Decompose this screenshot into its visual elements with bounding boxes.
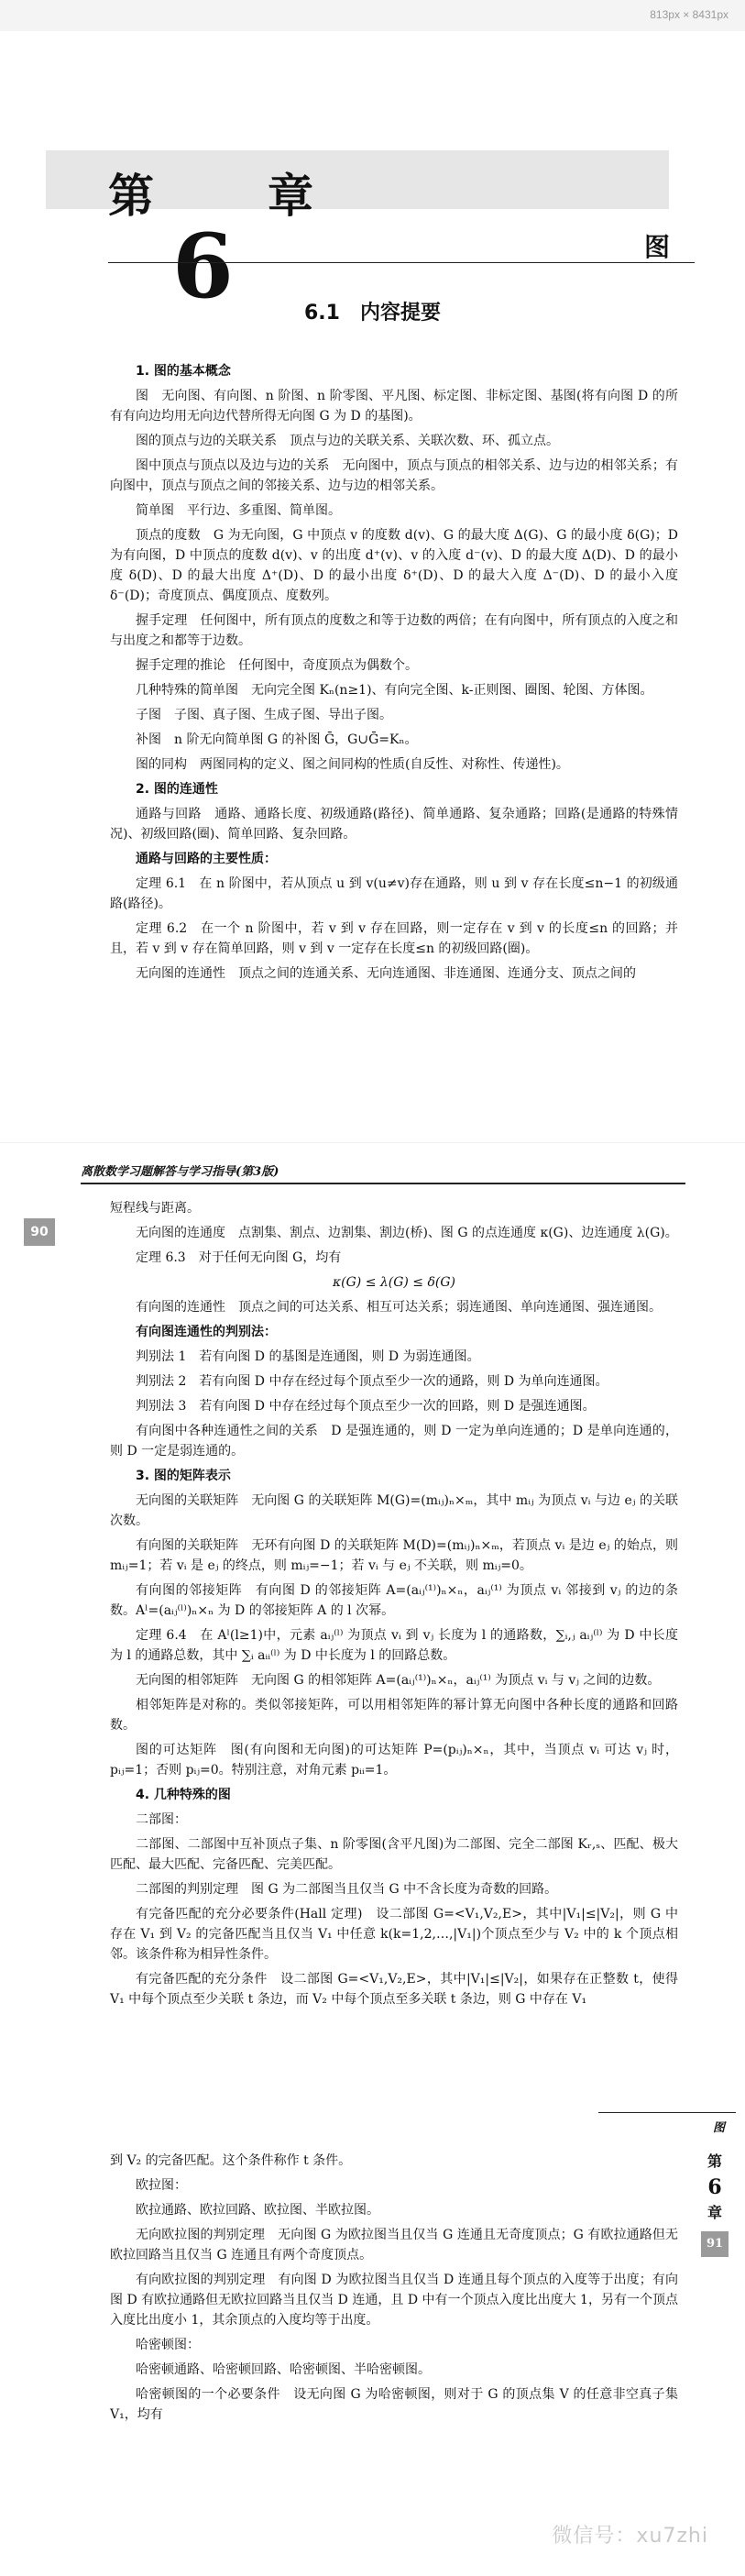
paragraph: 相邻矩阵是对称的。类似邻接矩阵，可以用相邻矩阵的幂计算无向图中各种长度的通路和回路数。 (110, 1698, 678, 1733)
section-heading: 1. 图的基本概念 (136, 364, 231, 379)
paragraph: 欧拉通路、欧拉回路、欧拉图、半欧拉图。 (136, 2203, 379, 2218)
paragraph: 定理 6.2 在一个 n 阶图中，若 v 到 v 存在回路，则一定存在 v 到 v 的长度≤n 的回路；并且，若 v 到 v 存在简单回路，则 v 到 v 一定存在长度≤n 的初级回路(圈)。 (110, 921, 678, 956)
page-1 (0, 31, 745, 1142)
paragraph: 定理 6.3 对于任何无向图 G，均有 (136, 1250, 342, 1265)
side-tag: 图 (712, 2121, 725, 2135)
section-heading: 有向图连通性的判别法： (136, 1325, 277, 1339)
paragraph: 欧拉图： (136, 2178, 187, 2193)
chapter-label-first: 第 (108, 170, 158, 223)
paragraph: 二部图： (136, 1812, 187, 1827)
page-2-body (110, 1198, 678, 2014)
paragraph: 有完备匹配的充分必要条件(Hall 定理) 设二部图 G=<V₁,V₂,E>，其中|V₁|≤|V₂|，则 G 中存在 V₁ 到 V₂ 的完备匹配当且仅当 V₁ 中任意 k(k=1,2,…,|V₁|)个顶点至少与 V₂ 中的 k 个顶点相邻。该条件称为相异性条件。 (110, 1907, 678, 1962)
paragraph: 图 无向图、有向图、n 阶图、n 阶零图、平凡图、标定图、非标定图、基图(将有向图 D 的所有有向边均用无向边代替所得无向图 G 为 D 的基图)。 (110, 389, 678, 424)
paragraph: 图的顶点与边的关联关系 顶点与边的关联关系、关联次数、环、孤立点。 (136, 434, 559, 448)
paragraph: 判别法 3 若有向图 D 中存在经过每个顶点至少一次的回路，则 D 是强连通图。 (136, 1399, 596, 1414)
paragraph: 无向图的连通度 点割集、割点、边割集、割边(桥)、图 G 的点连通度 κ(G)、边连通度 λ(G)。 (136, 1226, 678, 1240)
side-chapter-char: 章 (707, 2204, 722, 2221)
chapter-label-char: 章 (268, 170, 317, 223)
paragraph: 通路与回路 通路、通路长度、初级通路(路径)、简单通路、复杂通路；回路(是通路的特殊情况)、初级回路(圈)、简单回路、复杂回路。 (110, 807, 678, 842)
paragraph: 哈密顿图的一个必要条件 设无向图 G 为哈密顿图，则对于 G 的顶点集 V 的任意非空真子集 V₁，均有 (110, 2387, 678, 2422)
paragraph: 图中顶点与顶点以及边与边的关系 无向图中，顶点与顶点的相邻关系、边与边的相邻关系；有向图中，顶点与顶点之间的邻接关系、边与边的相邻关系。 (110, 458, 678, 493)
paragraph: 有完备匹配的充分条件 设二部图 G=<V₁,V₂,E>，其中|V₁|≤|V₂|，如果存在正整数 t，使得 V₁ 中每个顶点至少关联 t 条边，而 V₂ 中每个顶点至多关联 t 条边，则 G 中存在 V₁ (110, 1972, 678, 2007)
chapter-title: 图 (643, 232, 670, 262)
paragraph: 短程线与距离。 (110, 1201, 200, 1216)
section-heading: 3. 图的矩阵表示 (136, 1469, 231, 1483)
paragraph: 无向图的相邻矩阵 无向图 G 的相邻矩阵 A=(aᵢⱼ⁽¹⁾)ₙ×ₙ，aᵢⱼ⁽¹⁾ 为顶点 vᵢ 与 vⱼ 之间的边数。 (136, 1673, 661, 1688)
paragraph: 判别法 2 若有向图 D 中存在经过每个顶点至少一次的通路，则 D 为单向连通图。 (136, 1374, 608, 1389)
viewer-toolbar (0, 0, 745, 32)
paragraph: 有向图的连通性 顶点之间的可达关系、相互可达关系；弱连通图、单向连通图、强连通图。 (136, 1300, 662, 1315)
paragraph: 子图 子图、真子图、生成子图、导出子图。 (136, 708, 392, 722)
paragraph: 有向图中各种连通性之间的关系 D 是强连通的，则 D 一定为单向连通的；D 是单向连通的，则 D 一定是弱连通的。 (110, 1424, 678, 1459)
section-heading: 2. 图的连通性 (136, 782, 218, 797)
equation: κ(G) ≤ λ(G) ≤ δ(G) (332, 1275, 456, 1290)
paragraph: 图的同构 两图同构的定义、图之间同构的性质(自反性、对称性、传递性)。 (136, 757, 569, 772)
paragraph: 无向图的连通性 顶点之间的连通关系、无向连通图、非连通图、连通分支、顶点之间的 (136, 966, 636, 981)
page-number-tab: 91 (701, 2231, 729, 2257)
paragraph: 图的可达矩阵 图(有向图和无向图)的可达矩阵 P=(pᵢⱼ)ₙ×ₙ，其中，当顶点 vᵢ 可达 vⱼ 时，pᵢⱼ=1；否则 pᵢⱼ=0。特别注意，对角元素 pᵢᵢ=1。 (110, 1743, 678, 1778)
paragraph: 顶点的度数 G 为无向图，G 中顶点 v 的度数 d(v)、G 的最大度 Δ(G)、G 的最小度 δ(G)；D 为有向图，D 中顶点的度数 d(v)、v 的出度 d⁺(v)、v 的入度 d⁻(v)、D 的最大度 Δ(D)、D 的最小度 δ(D)、D 的最大出度 Δ⁺(D)、D 的最小出度 δ⁺(D)、D 的最大入度 Δ⁻(D)、D 的最小入度 δ⁻(D)；奇度顶点、偶度顶点、度数列。 (110, 528, 678, 603)
paragraph: 定理 6.4 在 Aˡ(l≥1)中，元素 aᵢⱼ⁽ˡ⁾ 为顶点 vᵢ 到 vⱼ 长度为 l 的通路数，∑ᵢ,ⱼ aᵢⱼ⁽ˡ⁾ 为 D 中长度为 l 的通路总数，其中 ∑ᵢ aᵢᵢ⁽ˡ⁾ 为 D 中长度为 l 的回路总数。 (110, 1628, 678, 1663)
chapter-number: 6 (172, 215, 234, 318)
paragraph: 到 V₂ 的完备匹配。这个条件称作 t 条件。 (110, 2153, 352, 2168)
section-heading: 通路与回路的主要性质： (136, 852, 277, 866)
page-1-body (110, 361, 678, 988)
image-dimensions: 813px × 8431px (650, 8, 729, 21)
running-head: 离散数学习题解答与学习指导(第3版) (81, 1161, 685, 1184)
paragraph: 判别法 1 若有向图 D 的基图是连通图，则 D 为弱连通图。 (136, 1349, 480, 1364)
side-chapter-number: 6 (707, 2175, 722, 2199)
paragraph: 握手定理的推论 任何图中，奇度顶点为偶数个。 (136, 658, 418, 673)
paragraph: 定理 6.1 在 n 阶图中，若从顶点 u 到 v(u≠v)存在通路，则 u 到 v 存在长度≤n−1 的初级通路(路径)。 (110, 876, 678, 911)
paragraph: 二部图、二部图中互补顶点子集、n 阶零图(含平凡图)为二部图、完全二部图 Kᵣ,ₛ、匹配、极大匹配、最大匹配、完备匹配、完美匹配。 (110, 1837, 678, 1872)
page-3-body (110, 2151, 678, 2429)
page-2 (0, 1142, 745, 2106)
paragraph: 几种特殊的简单图 无向完全图 Kₙ(n≥1)、有向完全图、k-正则图、圈图、轮图、方体图。 (136, 683, 653, 698)
side-chapter-label: 第 (707, 2152, 722, 2170)
paragraph: 握手定理 任何图中，所有顶点的度数之和等于边数的两倍；在有向图中，所有顶点的入度之和与出度之和都等于边数。 (110, 613, 678, 648)
paragraph: 哈密顿通路、哈密顿回路、哈密顿图、半哈密顿图。 (136, 2362, 431, 2377)
section-heading: 4. 几种特殊的图 (136, 1788, 231, 1802)
paragraph: 有向欧拉图的判别定理 有向图 D 为欧拉图当且仅当 D 连通且每个顶点的入度等于出度；有向图 D 有欧拉通路但无欧拉回路当且仅当 D 连通，且 D 中有一个顶点入度比出度大 1，另有一个顶点入度比出度小 1，其余顶点的入度均等于出度。 (110, 2273, 678, 2328)
paragraph: 无向图的关联矩阵 无向图 G 的关联矩阵 M(G)=(mᵢⱼ)ₙ×ₘ，其中 mᵢⱼ 为顶点 vᵢ 与边 eⱼ 的关联次数。 (110, 1493, 678, 1528)
paragraph: 无向欧拉图的判别定理 无向图 G 为欧拉图当且仅当 G 连通且无奇度顶点；G 有欧拉通路但无欧拉回路当且仅当 G 连通且有两个奇度顶点。 (110, 2228, 678, 2262)
chapter-side-tab (701, 2149, 729, 2257)
paragraph: 简单图 平行边、多重图、简单图。 (136, 503, 341, 518)
watermark: 微信号：xu7zhi (552, 2525, 708, 2548)
paragraph: 二部图的判别定理 图 G 为二部图当且仅当 G 中不含长度为奇数的回路。 (136, 1882, 558, 1897)
paragraph: 有向图的邻接矩阵 有向图 D 的邻接矩阵 A=(aᵢⱼ⁽¹⁾)ₙ×ₙ，aᵢⱼ⁽¹⁾ 为顶点 vᵢ 邻接到 vⱼ 的边的条数。Aˡ=(aᵢⱼ⁽ˡ⁾)ₙ×ₙ 为 D 的邻接矩阵 A 的 l 次幂。 (110, 1583, 678, 1618)
paragraph: 补图 n 阶无向简单图 G 的补图 Ḡ，G∪Ḡ=Kₙ。 (136, 732, 418, 747)
section-title: 6.1 内容提要 (304, 302, 441, 325)
paragraph: 哈密顿图： (136, 2338, 200, 2352)
page-number-tab: 90 (24, 1218, 55, 1246)
page-3 (0, 2105, 745, 2576)
paragraph: 有向图的关联矩阵 无环有向图 D 的关联矩阵 M(D)=(mᵢⱼ)ₙ×ₘ，若顶点 vᵢ 是边 eⱼ 的始点，则 mᵢⱼ=1；若 vᵢ 是 eⱼ 的终点，则 mᵢⱼ=−1；若 vᵢ 与 eⱼ 不关联，则 mᵢⱼ=0。 (110, 1538, 678, 1573)
chapter-rule (108, 262, 695, 263)
side-rule (598, 2112, 736, 2113)
